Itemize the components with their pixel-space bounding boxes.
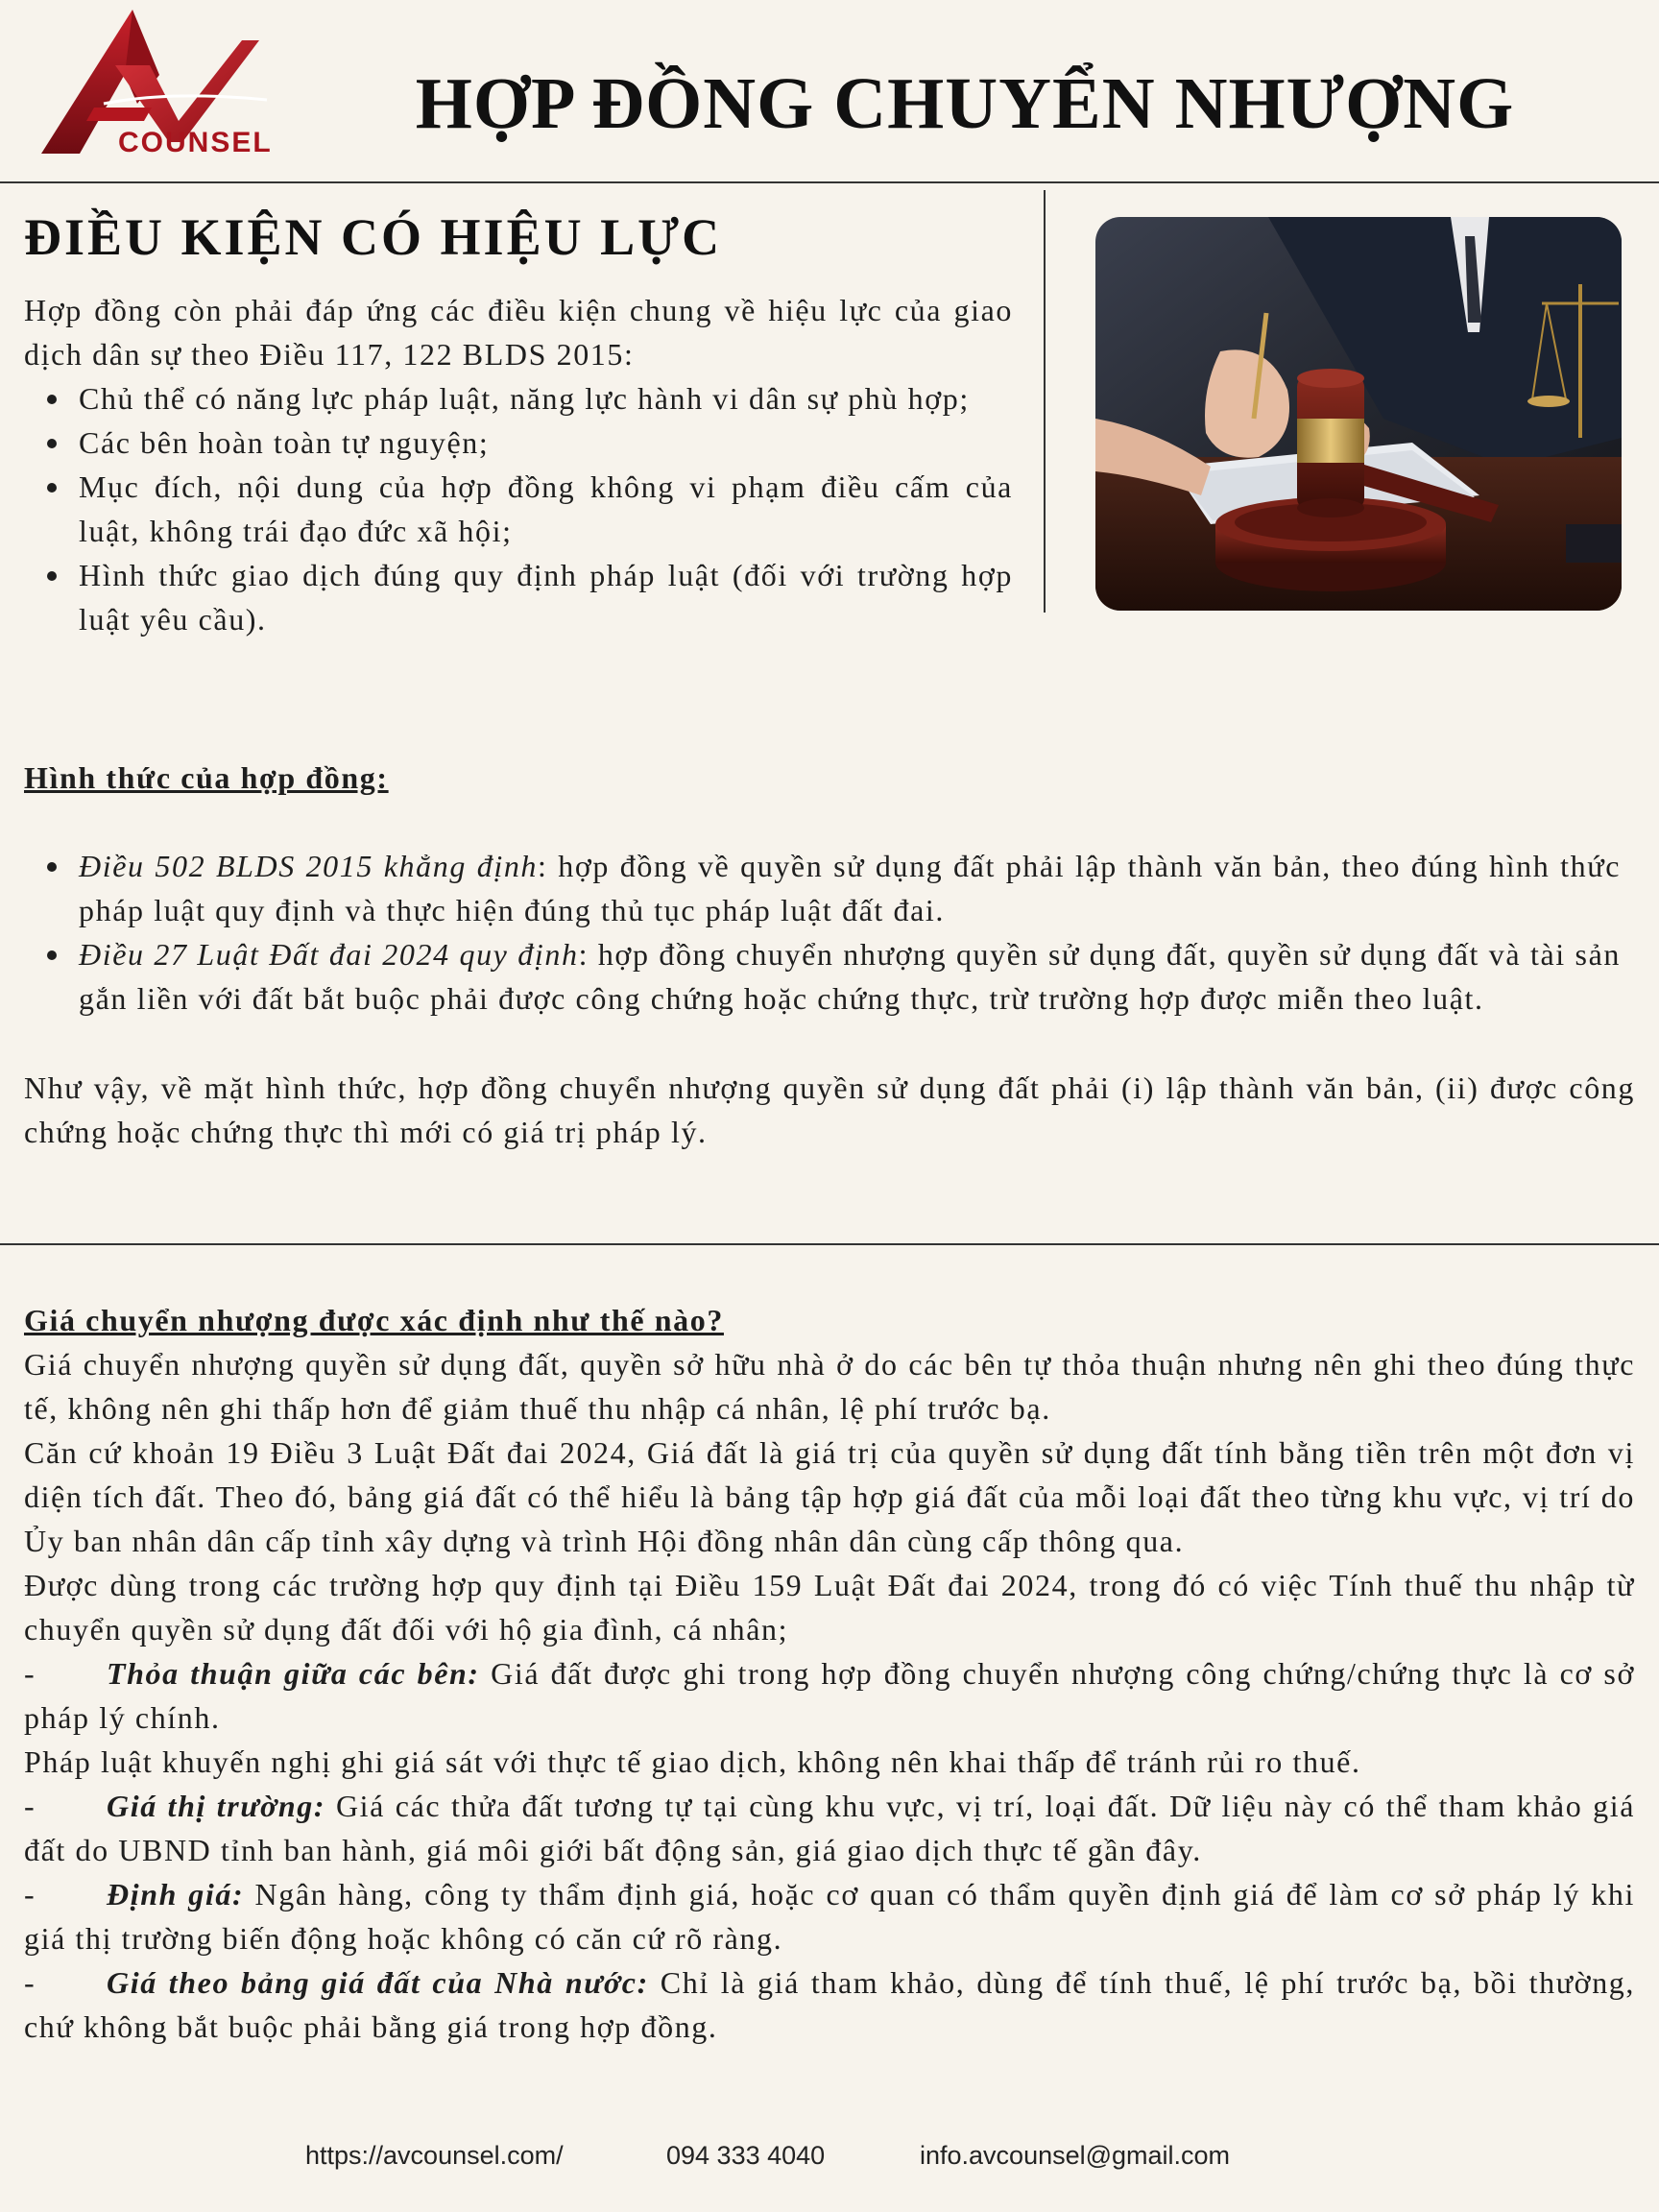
dash-item: - Giá theo bảng giá đất của Nhà nước: Chỉ là giá tham khảo, dùng để tính thuế, lệ phí trước bạ, bồi thường, chứ không bắt buộc phải bằng giá trong hợp đồng. bbox=[24, 1965, 1636, 2044]
dash-item: - Thỏa thuận giữa các bên: Giá đất được ghi trong hợp đồng chuyển nhượng công chứng/chứng thực là cơ sở pháp lý chính. bbox=[24, 1656, 1635, 1735]
dash-item-lead: Giá theo bảng giá đất của Nhà nước: bbox=[107, 1965, 649, 2000]
validity-conditions-list bbox=[24, 376, 1013, 641]
section-divider bbox=[0, 1243, 1659, 1245]
legal-citation: Điều 27 Luật Đất đai 2024 quy định bbox=[79, 937, 579, 972]
paragraph: Căn cứ khoản 19 Điều 3 Luật Đất đai 2024, Giá đất là giá trị của quyền sử dụng đất tính bằng tiền trên một đơn vị diện tích đất. Theo đó, bảng giá đất có thể hiểu là bảng tập hợp giá đất của mỗi loại đất theo từng khu vực, vị trí do Ủy ban nhân dân cấp tỉnh xây dựng và trình Hội đồng nhân dân cùng cấp thông qua. bbox=[24, 1435, 1635, 1558]
section-heading-transfer-price: Giá chuyển nhượng được xác định như thế nào? bbox=[24, 1303, 724, 1337]
dash-item-lead: Thỏa thuận giữa các bên: bbox=[107, 1656, 480, 1691]
dash-item-lead: Định giá: bbox=[107, 1877, 245, 1911]
list-item: Hình thức giao dịch đúng quy định pháp luật (đối với trường hợp luật yêu cầu). bbox=[79, 553, 1013, 641]
list-item: Điều 502 BLDS 2015 khẳng định: hợp đồng về quyền sử dụng đất phải lập thành văn bản, theo đúng hình thức pháp luật quy định và thực hiện đúng thủ tục pháp luật đất đai. bbox=[79, 844, 1621, 932]
vertical-divider bbox=[1044, 190, 1046, 613]
header-divider bbox=[0, 181, 1659, 183]
paragraph: Được dùng trong các trường hợp quy định tại Điều 159 Luật Đất đai 2024, trong đó có việc Tính thuế thu nhập từ chuyển quyền sử dụng đất đối với hộ gia đình, cá nhân; bbox=[24, 1568, 1635, 1647]
list-item: Chủ thể có năng lực pháp luật, năng lực hành vi dân sự phù hợp; bbox=[79, 376, 1013, 421]
email-link[interactable]: info.avcounsel@gmail.com bbox=[920, 2141, 1231, 2170]
paragraph: Giá chuyển nhượng quyền sử dụng đất, quyền sở hữu nhà ở do các bên tự thỏa thuận nhưng nên ghi theo đúng thực tế, không nên ghi thấp hơn để giảm thuế thu nhập cá nhân, lệ phí trước bạ. bbox=[24, 1347, 1635, 1426]
transfer-price-body bbox=[24, 1342, 1635, 2049]
section-intro: Hợp đồng còn phải đáp ứng các điều kiện chung về hiệu lực của giao dịch dân sự theo Điều 117, 122 BLDS 2015: bbox=[24, 293, 1013, 372]
gavel-contract-photo bbox=[1095, 217, 1622, 611]
list-item: Mục đích, nội dung của hợp đồng không vi phạm điều cấm của luật, không trái đạo đức xã hội; bbox=[79, 465, 1013, 553]
av-counsel-logo bbox=[36, 8, 296, 161]
legal-citation: Điều 502 BLDS 2015 khẳng định bbox=[79, 849, 539, 883]
website-link[interactable]: https://avcounsel.com/ bbox=[305, 2141, 564, 2170]
dash-item: - Giá thị trường: Giá các thửa đất tương tự tại cùng khu vực, vị trí, loại đất. Dữ liệu này có thể tham khảo giá đất do UBND tỉnh ban hành, giá môi giới bất động sản, giá giao dịch thực tế gần đây. bbox=[24, 1789, 1636, 1867]
section-title-validity: ĐIỀU KIỆN CÓ HIỆU LỰC bbox=[24, 208, 723, 266]
list-item: Điều 27 Luật Đất đai 2024 quy định: hợp đồng chuyển nhượng quyền sử dụng đất, quyền sử dụng đất và tài sản gắn liền với đất bắt buộc phải được công chứng hoặc chứng thực, trừ trường hợp được miễn theo luật. bbox=[79, 932, 1621, 1021]
contract-form-conclusion: Như vậy, về mặt hình thức, hợp đồng chuyển nhượng quyền sử dụng đất phải (i) lập thành văn bản, (ii) được công chứng hoặc chứng thực thì mới có giá trị pháp lý. bbox=[24, 1070, 1635, 1149]
list-item: Các bên hoàn toàn tự nguyện; bbox=[79, 421, 1013, 465]
paragraph: Pháp luật khuyến nghị ghi giá sát với thực tế giao dịch, không nên khai thấp để tránh rủi ro thuế. bbox=[24, 1744, 1361, 1779]
contract-form-list bbox=[24, 844, 1621, 1021]
dash-item-lead: Giá thị trường: bbox=[107, 1789, 326, 1823]
logo-text: COUNSEL bbox=[118, 127, 273, 158]
footer-contact bbox=[0, 2141, 1659, 2179]
dash-item: - Định giá: Ngân hàng, công ty thẩm định giá, hoặc cơ quan có thẩm quyền định giá để làm cơ sở pháp lý khi giá thị trường biến động hoặc không có căn cứ rõ ràng. bbox=[24, 1877, 1636, 1956]
phone-number[interactable]: 094 333 4040 bbox=[666, 2141, 826, 2170]
section-heading-contract-form: Hình thức của hợp đồng: bbox=[24, 760, 389, 795]
page-title: HỢP ĐỒNG CHUYỂN NHƯỢNG bbox=[415, 63, 1515, 144]
